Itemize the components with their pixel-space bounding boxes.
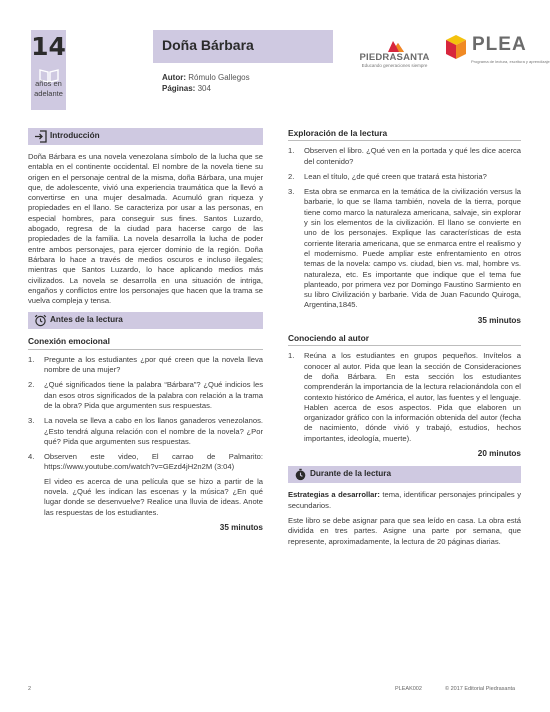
emotional-connection-title: Conexión emocional: [28, 336, 263, 349]
page-header: [0, 0, 550, 115]
page-number: 2: [28, 686, 32, 692]
time-label: 35 minutos: [477, 315, 521, 325]
list-item: 1. Reúna a los estudiantes en grupos pequeños. Invítelos a conocer al autor. Pida que lean la sección de Consideraciones de doña Bárbara. En esta sección los estudiantes comprenderán la importancia de la lectura relacionándola con el contexto histórico de América, el autor, las fuentes y el lenguaje. Hablen acerca de esos aspectos. Pida que elaboren un organizador gráfico con la información obtenida del autor (fecha de nacimiento, dónde vivió y trabajó, estudios, hechos importantes, ideología, muerte).: [288, 351, 521, 443]
intro-text: Doña Bárbara es una novela venezolana símbolo de la lucha que se entabla en el continente occidental. El nombre de la novela tiene su origen en el personaje central de la misma, doña Bárbara, una mujer que, de adolescente, vivió una experiencia traumática que la llevó a convertirse en una mujer desalmada. Acumuló gran riqueza y propiedades en el llano. Se caracteriza por usar a las personas, en especial hombres, para conseguir sus fines. Santos Luzardo, abogado, regresa de la ciudad para hacerse cargo de las propiedades de la familia. La novela desarrolla la lucha de poder entre ambos personajes, para ejercer dominio de la región. Doña Bárbara lo hace a través de medios oscuros e incluso ilegales; mientras que Santos Luzardo, lo hace aplicando medios más civilizados. La novela se desarrolla en una situación de intriga, engaños y conflictos entre los personajes que hacen que la trama se vuelva compleja y tensa.: [28, 152, 263, 306]
footer-code: PLEAK002: [395, 686, 422, 692]
list-item: 4. Observen este video, El carrao de Palmarito: https://www.youtube.com/watch?v=GEzd4jH2n2M (3:04) El video es acerca de una película que se hizo a partir de la novela. ¿Qué les indican las escenas y la música? ¿En qué lugar donde se desenvuelve? Realice una lluvia de ideas. Anote las respuestas de los estudiantes.: [28, 452, 263, 517]
piedrasanta-logo: PIEDRASANTA Educando generaciones siempre: [342, 38, 447, 70]
video-description: El video es acerca de una película que se hizo a partir de la novela. ¿Qué les indican las escenas y la música? ¿En qué lugar donde se desenvuelve? Realice una lluvia de ideas. Anote las respuestas de los estudiantes.: [44, 476, 263, 517]
right-column: [288, 128, 521, 547]
pages-line: Páginas: 304: [162, 83, 211, 93]
age-number: 14: [31, 32, 66, 61]
book-title: Doña Bárbara: [162, 37, 254, 53]
exploration-title: Exploración de la lectura: [288, 128, 521, 141]
alarm-clock-icon: [34, 314, 47, 327]
list-item: 2. ¿Qué significados tiene la palabra “Bárbara”? ¿Qué indicios les dan esos otros significados de la palabra con relación a la trama de la obra? Pida que argumenten sus respuestas.: [28, 380, 263, 410]
list-item: 1. Observen el libro. ¿Qué ven en la portada y qué les dice acerca del contenido?: [288, 146, 521, 166]
time-label: 20 minutos: [477, 449, 521, 459]
author-line: Autor: Rómulo Gallegos: [162, 73, 250, 82]
exploration-list: [288, 146, 521, 310]
before-list: [28, 355, 263, 518]
plea-cube-icon: [445, 34, 467, 60]
age-label: años en adelante: [34, 79, 63, 98]
left-column: [28, 128, 263, 540]
footer-copyright: © 2017 Editorial Piedrasanta: [445, 686, 516, 692]
during-header: Durante de la lectura: [288, 466, 521, 483]
author-section-title: Conociendo al autor: [288, 333, 521, 346]
book-meta: [162, 73, 250, 94]
piedrasanta-mark-icon: [388, 38, 404, 52]
author-list: [288, 351, 521, 444]
plea-logo: PLEA Programa de lectura, escritura y aprendizaje: [443, 30, 543, 75]
time-label: 35 minutos: [219, 522, 263, 532]
enter-icon: [34, 130, 47, 143]
list-item: 3. Esta obra se enmarca en la temática de la civilización versus la barbarie, lo que se llama también, novela de la tierra, porque tiene como marco la naturaleza americana, salvaje, sin explorar y sin los elementos de la civilización. El llano se convierte en uno de los personajes. Explique las características de esta corriente literaria americana, que se enmarca entre el realismo y el modernismo. Puede ampliar este enfrentamiento en otros temas de la novela: campo vs. ciudad, bien vs. mal, hombre vs. naturaleza, etc. Es importante que indique que el tema fue planteado, por primera vez por Domingo Faustino Sarmiento en su libro Civilización y barbarie. Vida de Juan Facundo Quiroga, Argentina,1845.: [288, 187, 521, 310]
list-item: 2. Lean el título, ¿de qué creen que tratará esta historia?: [288, 171, 487, 181]
before-header: Antes de la lectura: [28, 312, 263, 329]
intro-header: Introducción: [28, 128, 263, 145]
stopwatch-icon: [294, 468, 307, 481]
list-item: 3. La novela se lleva a cabo en los llanos ganaderos venezolanos. ¿Esto tendrá alguna relación con el nombre de la novela? ¿Por qué? Pida que argumenten sus respuestas.: [28, 416, 263, 446]
strategies-text: Estrategias a desarrollar: tema, identificar personajes principales y secundarios.: [288, 490, 522, 510]
list-item: 1. Pregunte a los estudiantes ¿por qué creen que la novela lleva nombre de una mujer?: [28, 354, 263, 375]
during-text: Este libro se debe asignar para que sea leído en casa. La obra está dividida en tres partes. Asigne una parte por semana, que represente, aproximadamente, la lectura de 20 páginas diarias.: [288, 515, 521, 546]
